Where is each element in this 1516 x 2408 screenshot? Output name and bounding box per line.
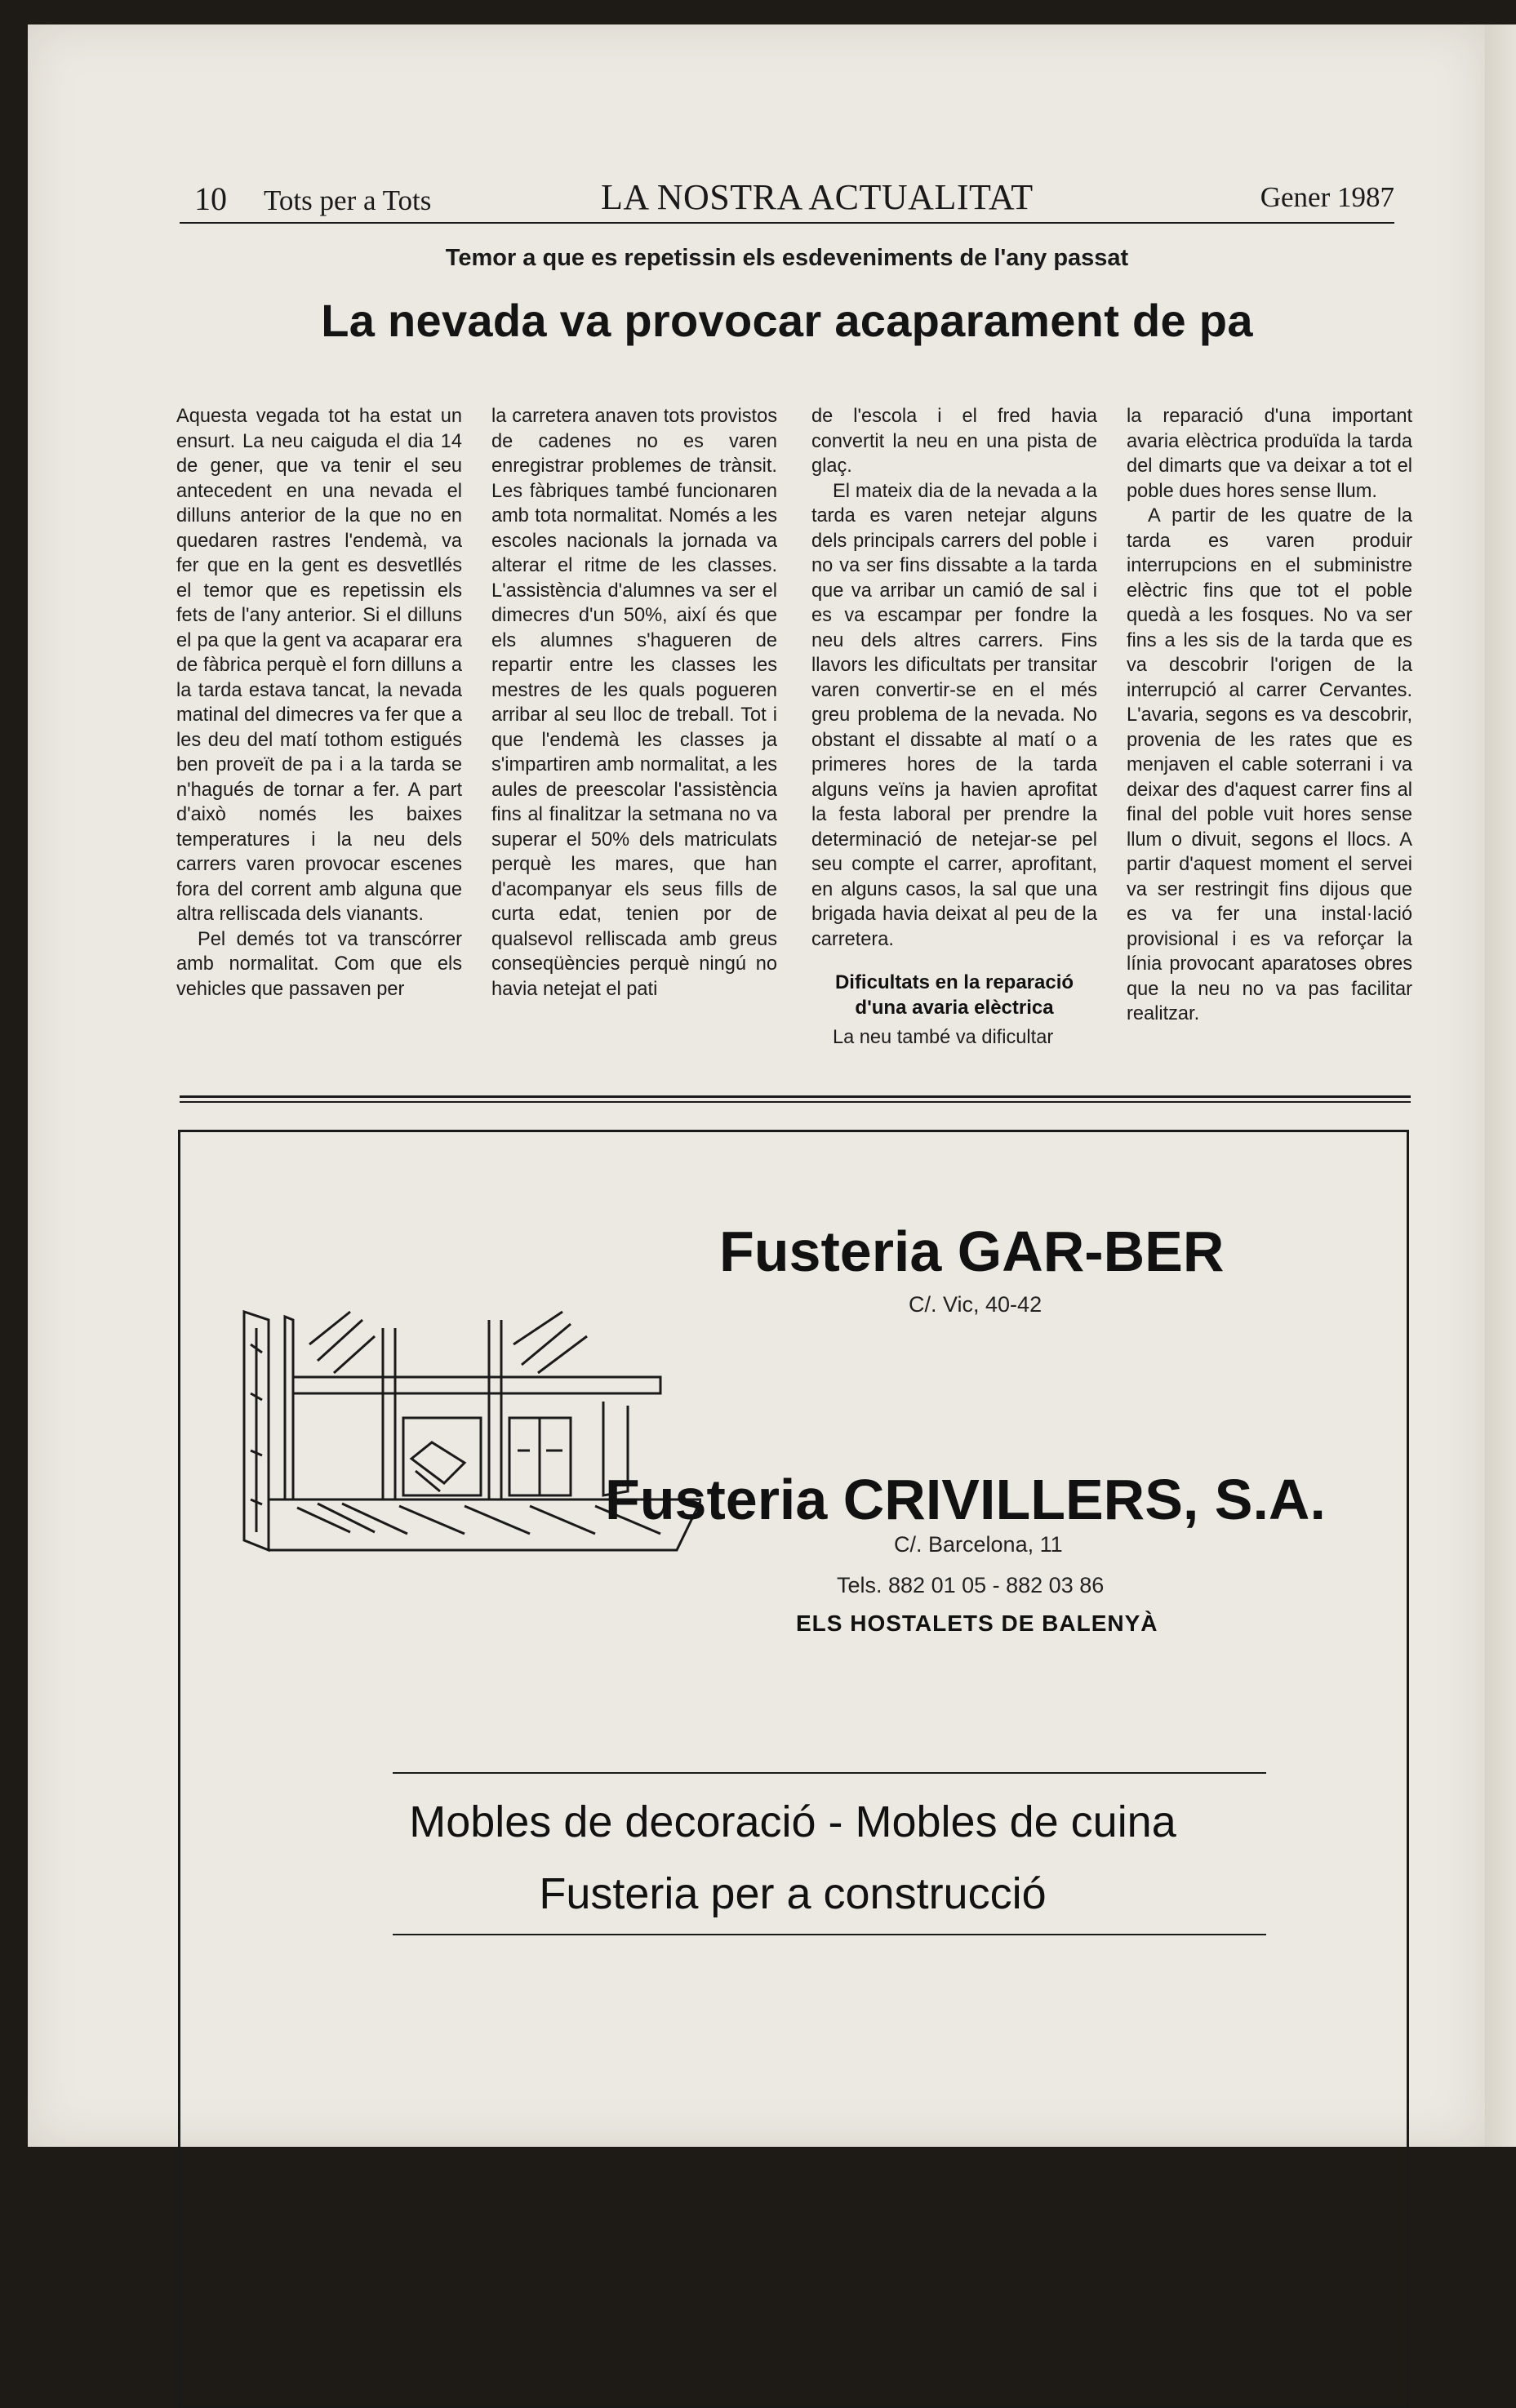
section-title: LA NOSTRA ACTUALITAT xyxy=(601,177,1034,217)
advertiser-name-garber: Fusteria GAR-BER xyxy=(719,1220,1225,1283)
article-column-1 xyxy=(176,404,462,1002)
tagline-rule-bottom xyxy=(393,1934,1266,1935)
article-kicker: Temor a que es repetissin els esdeveniments de l'any passat xyxy=(445,245,1129,271)
running-head xyxy=(170,173,1394,222)
article-end-rule xyxy=(180,1095,1411,1098)
paragraph: A partir de les quatre de la tarda es varen produir interrupcions en el subministre elèctric fins que tot el poble quedà a les fosques. No va ser fins a les sis de la tarda que es va descobrir l'origen de la interrupció al carrer Cervantes. L'avaria, segons es va descobrir, provenia de les rates que es menjaven el cable soterrani i va deixar des d'aquest carrer fins al final del poble vuit hores sense llum o divuit, segons el llocs. A partir d'aquest moment el servei va ser restringit fins dijous que es va fer una instal·lació provisional i es va reforçar la línia provocant aparatoses obres que la neu no va pas facilitar realitzar. xyxy=(1127,505,1412,1024)
advertisement xyxy=(178,1130,1409,2408)
advert-tagline-construction: Fusteria per a construcció xyxy=(539,1869,1047,1918)
paragraph: de l'escola i el fred havia convertit la neu en una pista de glaç. xyxy=(811,406,1097,477)
advertiser-address-crivillers: C/. Barcelona, 11 xyxy=(894,1532,1063,1557)
newspaper-page xyxy=(28,24,1485,2147)
advert-tagline-furniture: Mobles de decoració - Mobles de cuina xyxy=(409,1797,1176,1846)
advertiser-address-garber: C/. Vic, 40-42 xyxy=(909,1292,1043,1317)
article-column-4 xyxy=(1127,404,1412,1027)
article-column-2 xyxy=(491,404,777,1002)
page-number: 10 xyxy=(194,180,227,217)
advertiser-town: ELS HOSTALETS DE BALENYÀ xyxy=(796,1611,1158,1636)
paragraph: la reparació d'una important avaria elèctrica produïda la tarda del dimarts que va deixar a tot el poble dues hores sense llum. xyxy=(1127,406,1412,502)
advertiser-phones: Tels. 882 01 05 - 882 03 86 xyxy=(837,1573,1105,1597)
paragraph: Aquesta vegada tot ha estat un ensurt. La neu caiguda el dia 14 de gener, que va tenir el seu antecedent en una nevada el dilluns anterior de la que no en quedaren rastres l'endemà, va fer que en la gent es desvetllés el temor que es repetissin els fets de l'any anterior. Si el dilluns el pa que la gent va acaparar era de fàbrica perquè el forn dilluns a la tarda estava tancat, la nevada matinal del dimecres va fer que a les deu del matí tothom estigués ben proveït de pa i a la tarda se n'hagués de tornar a fer. A part d'això només les baixes temperatures i la neu dels carrers varen provocar escenes fora del corrent amb alguna que altra relliscada dels vianants. xyxy=(176,406,462,925)
paragraph: La neu també va dificultar xyxy=(833,1027,1054,1048)
header-rule xyxy=(180,222,1394,224)
issue-date: Gener 1987 xyxy=(1260,181,1394,213)
article-column-3 xyxy=(811,404,1097,1051)
paragraph: la carretera anaven tots provistos de cadenes no es varen enregistrar problemes de trànsit. Les fàbriques també funcionaren amb tota normalitat. Només a les escoles nacionals la jornada va alterar el ritme de les classes. L'assistència d'alumnes va ser el dimecres d'un 50%, així és que els alumnes s'hagueren de repartir entre les classes les mestres de les quals pogueren arribar al seu lloc de treball. Tot i que l'endemà les classes ja s'impartiren amb normalitat, a les aules de preescolar l'assistència fins al finalitzar la setmana no va superar el 50% dels matriculats perquè les mares, que han d'acompanyar els seus fills de curta edat, tenien por de qualsevol relliscada amb greus conseqüències perquè ningú no havia netejat el pati xyxy=(491,406,777,1000)
paragraph: El mateix dia de la nevada a la tarda es varen netejar alguns dels principals carrers del poble i no va ser fins dissabte a la tarda que va arribar un camió de sal i es va escampar per fondre la neu dels altres carrers. Fins llavors les dificultats per transitar varen convertir-se en el més greu problema de la nevada. No obstant el dissabte al matí o a primeres hores de la tarda alguns veïns ja havien aprofitat la festa laboral per prendre la determinació de netejar-se pel seu compte el carrer, aprofitant, en alguns casos, la sal que una brigada havia deixat al peu de la carretera. xyxy=(811,480,1097,950)
tagline-rule-top xyxy=(393,1772,1266,1774)
paragraph: Pel demés tot va transcórrer amb normalitat. Com que els vehicles que passaven per xyxy=(176,928,462,1000)
article-subhead: Dificultats en la reparació d'una avaria elèctrica xyxy=(834,971,1074,1019)
article-headline: La nevada va provocar acaparament de pa xyxy=(321,295,1253,346)
advertiser-name-crivillers: Fusteria CRIVILLERS, S.A. xyxy=(605,1468,1326,1531)
publication-name: Tots per a Tots xyxy=(264,184,432,216)
article-end-rule-thin xyxy=(180,1101,1411,1103)
